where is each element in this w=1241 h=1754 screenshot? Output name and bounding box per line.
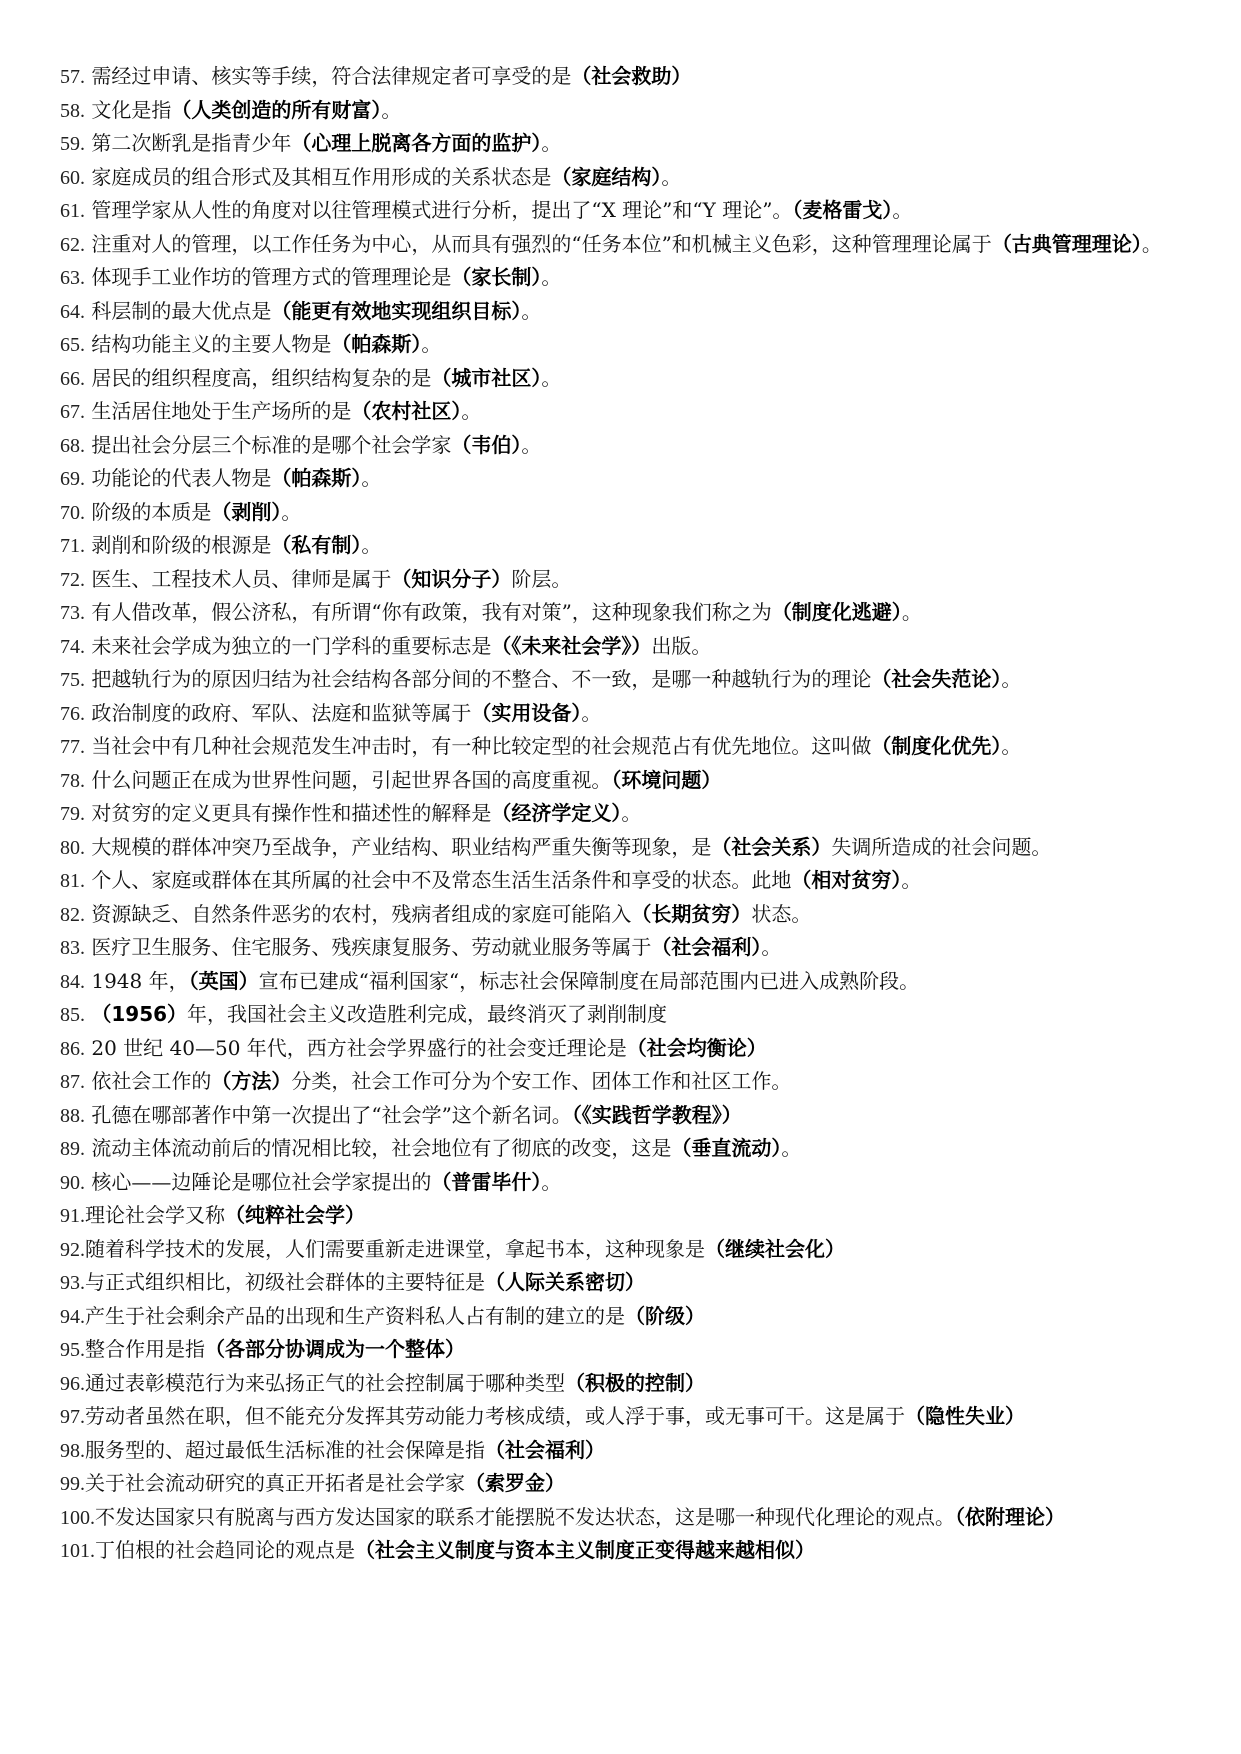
question-suffix: 状态。 <box>751 901 812 926</box>
answer-text: （农村社区） <box>351 399 462 423</box>
answer-text: （人类创造的所有财富） <box>171 97 382 122</box>
answer-text: （积极的控制） <box>565 1370 705 1395</box>
question-item <box>60 1534 1180 1568</box>
question-item <box>60 663 1180 697</box>
question-text: 文化是指 <box>91 97 172 122</box>
question-item <box>60 462 1180 496</box>
question-text: 政治制度的政府、军队、法庭和监狱等属于 <box>91 700 472 725</box>
question-item <box>60 60 1180 94</box>
question-suffix: 年，我国社会主义改造胜利完成，最终消灭了剥削制度 <box>187 1002 668 1026</box>
answer-text: （隐性失业） <box>905 1404 1025 1428</box>
question-number: 59. <box>60 133 85 155</box>
question-number: 84. <box>60 970 85 993</box>
question-text: 核心——边陲论是哪位社会学家提出的 <box>91 1169 432 1194</box>
question-text: 有人借改革，假公济私，有所谓“你有政策，我有对策”，这种现象我们称之为 <box>91 600 772 624</box>
question-text: 把越轨行为的原因归结为社会结构各部分间的不整合、不一致，是哪一种越轨行为的理论 <box>91 667 872 691</box>
answer-text: （帕森斯） <box>331 332 422 356</box>
question-suffix: 。 <box>661 164 682 189</box>
answer-text: （相对贫穷） <box>791 868 902 892</box>
question-item <box>60 630 1180 664</box>
question-suffix: 。 <box>281 499 302 524</box>
question-text: 注重对人的管理，以工作任务为中心，从而具有强烈的“任务本位”和机械主义色彩，这种管理理论属于 <box>91 231 992 256</box>
question-text: 需经过申请、核实等手续，符合法律规定者可享受的是 <box>91 64 572 88</box>
question-item <box>60 395 1180 429</box>
question-item <box>60 1099 1180 1133</box>
question-number: 76. <box>60 702 85 725</box>
question-suffix: 阶层。 <box>511 566 572 591</box>
question-item <box>60 1199 1180 1233</box>
answer-text: （阶级） <box>625 1303 705 1328</box>
question-suffix: 。 <box>901 868 922 892</box>
question-number: 99. <box>60 1473 85 1495</box>
question-number: 67. <box>60 401 85 423</box>
answer-text: （英国） <box>188 968 259 993</box>
answer-text: （索罗金） <box>465 1471 565 1495</box>
question-text: 通过表彰模范行为来弘扬正气的社会控制属于哪种类型 <box>85 1370 565 1395</box>
question-number: 60. <box>60 166 85 189</box>
answer-text: （环境问题） <box>611 767 722 792</box>
question-item <box>60 261 1180 295</box>
question-item <box>60 1166 1180 1200</box>
question-suffix: 。 <box>621 801 642 825</box>
answer-text: （社会福利） <box>485 1437 605 1462</box>
question-item <box>60 730 1180 764</box>
question-suffix: 。 <box>521 298 542 323</box>
question-suffix: 。 <box>541 365 562 390</box>
question-text: 结构功能主义的主要人物是 <box>91 332 332 356</box>
question-text: 整合作用是指 <box>85 1337 205 1361</box>
question-item <box>60 194 1180 228</box>
answer-text: （心理上脱离各方面的监护） <box>291 131 542 155</box>
question-number: 82. <box>60 903 85 926</box>
question-number: 100. <box>60 1506 95 1529</box>
question-number: 87. <box>60 1071 85 1093</box>
question-suffix: 。 <box>1141 231 1162 256</box>
question-number: 88. <box>60 1104 85 1127</box>
question-text: 流动主体流动前后的情况相比较，社会地位有了彻底的改变，这是 <box>91 1136 672 1160</box>
question-text: 剥削和阶级的根源是 <box>91 533 272 557</box>
answer-text: （社会失范论） <box>871 667 1002 691</box>
question-item <box>60 898 1180 932</box>
question-text: 1948 年， <box>91 968 189 993</box>
question-item <box>60 998 1180 1032</box>
answer-text: （能更有效地实现组织目标） <box>271 298 522 323</box>
answer-text: （经济学定义） <box>491 801 622 825</box>
question-suffix: 。 <box>521 432 542 457</box>
question-item <box>60 328 1180 362</box>
question-text: 科层制的最大优点是 <box>91 298 272 323</box>
question-suffix: 。 <box>361 533 382 557</box>
question-suffix: 。 <box>901 600 922 624</box>
question-number: 92. <box>60 1238 85 1261</box>
question-number: 64. <box>60 300 85 323</box>
answer-text: （韦伯） <box>451 432 522 457</box>
question-item <box>60 697 1180 731</box>
answer-text: （剥削） <box>211 499 282 524</box>
question-suffix: 。 <box>761 935 782 959</box>
question-number: 65. <box>60 334 85 356</box>
question-text: 个人、家庭或群体在其所属的社会中不及常态生活生活条件和享受的状态。此地 <box>91 868 792 892</box>
question-text: 劳动者虽然在职，但不能充分发挥其劳动能力考核成绩，或人浮于事，或无事可干。这是属于 <box>85 1404 905 1428</box>
question-item <box>60 1467 1180 1501</box>
question-number: 85. <box>60 1004 85 1026</box>
question-item <box>60 1233 1180 1267</box>
question-number: 70. <box>60 501 85 524</box>
question-item <box>60 1266 1180 1300</box>
question-text: 提出社会分层三个标准的是哪个社会学家 <box>91 432 452 457</box>
question-suffix: 。 <box>361 466 382 490</box>
question-text: 生活居住地处于生产场所的是 <box>91 399 352 423</box>
question-number: 89. <box>60 1138 85 1160</box>
question-text: 医生、工程技术人员、律师是属于 <box>91 566 392 591</box>
question-item <box>60 1300 1180 1334</box>
answer-text: （依附理论） <box>955 1504 1065 1529</box>
question-number: 81. <box>60 870 85 892</box>
question-item <box>60 931 1180 965</box>
question-text: 大规模的群体冲突乃至战争，产业结构、职业结构严重失衡等现象，是 <box>91 834 712 859</box>
question-number: 97. <box>60 1406 85 1428</box>
question-item <box>60 563 1180 597</box>
answer-text: （家庭结构） <box>551 164 662 189</box>
question-item <box>60 362 1180 396</box>
question-text: 理论社会学又称 <box>85 1203 225 1227</box>
question-number: 62. <box>60 233 85 256</box>
question-text: 服务型的、超过最低生活标准的社会保障是指 <box>85 1437 485 1462</box>
question-text: 阶级的本质是 <box>91 499 212 524</box>
answer-text: （各部分协调成为一个整体） <box>205 1337 465 1361</box>
answer-text: （麦格雷戈） <box>792 198 893 222</box>
answer-text: （《未来社会学》） <box>491 633 652 658</box>
question-number: 78. <box>60 769 85 792</box>
question-text: 随着科学技术的发展，人们需要重新走进课堂，拿起书本，这种现象是 <box>85 1236 705 1261</box>
question-number: 75. <box>60 669 85 691</box>
question-number: 63. <box>60 267 85 289</box>
question-number: 68. <box>60 434 85 457</box>
question-text: 管理学家从人性的角度对以往管理模式进行分析，提出了“X 理论”和“Y 理论”。 <box>91 198 793 222</box>
answer-text: （社会关系） <box>711 834 832 859</box>
question-number: 86. <box>60 1037 85 1060</box>
question-suffix: 。 <box>781 1136 802 1160</box>
question-number: 83. <box>60 937 85 959</box>
answer-text: （城市社区） <box>431 365 542 390</box>
question-number: 73. <box>60 602 85 624</box>
question-suffix: 出版。 <box>651 633 712 658</box>
question-item <box>60 1065 1180 1099</box>
question-item <box>60 496 1180 530</box>
question-number: 96. <box>60 1372 85 1395</box>
answer-text: （社会均衡论） <box>626 1035 767 1060</box>
question-suffix: 失调所造成的社会问题。 <box>831 834 1052 859</box>
question-number: 57. <box>60 66 85 88</box>
answer-text: （社会主义制度与资本主义制度正变得越来越相似） <box>355 1538 815 1562</box>
question-item <box>60 1132 1180 1166</box>
question-number: 58. <box>60 99 85 122</box>
question-item <box>60 797 1180 831</box>
question-text: 资源缺乏、自然条件恶劣的农村，残病者组成的家庭可能陷入 <box>91 901 632 926</box>
question-item <box>60 1032 1180 1066</box>
question-item <box>60 831 1180 865</box>
question-item <box>60 161 1180 195</box>
answer-text: （纯粹社会学） <box>225 1203 365 1227</box>
question-number: 71. <box>60 535 85 557</box>
question-item <box>60 228 1180 262</box>
question-text: 什么问题正在成为世界性问题，引起世界各国的高度重视。 <box>91 767 612 792</box>
question-text: 20 世纪 40—50 年代，西方社会学界盛行的社会变迁理论是 <box>91 1035 627 1060</box>
question-number: 98. <box>60 1439 85 1462</box>
answer-text: （社会福利） <box>651 935 762 959</box>
answer-text: （古典管理理论） <box>991 231 1142 256</box>
question-item <box>60 1501 1180 1535</box>
question-number: 94. <box>60 1305 85 1328</box>
question-suffix: 。 <box>1001 667 1022 691</box>
question-item <box>60 764 1180 798</box>
question-suffix: 。 <box>581 700 602 725</box>
question-text: 第二次断乳是指青少年 <box>91 131 292 155</box>
answer-text: （私有制） <box>271 533 362 557</box>
question-number: 90. <box>60 1171 85 1194</box>
question-suffix: 。 <box>461 399 482 423</box>
question-text: 不发达国家只有脱离与西方发达国家的联系才能摆脱不发达状态，这是哪一种现代化理论的观点。 <box>95 1504 955 1529</box>
answer-text: （普雷毕什） <box>431 1169 542 1194</box>
question-number: 77. <box>60 736 85 758</box>
question-text: 未来社会学成为独立的一门学科的重要标志是 <box>91 633 492 658</box>
answer-text: （家长制） <box>451 265 542 289</box>
answer-text: （制度化逃避） <box>771 600 902 624</box>
question-number: 91. <box>60 1205 85 1227</box>
document-page <box>60 60 1180 1568</box>
question-number: 69. <box>60 468 85 490</box>
question-text: 医疗卫生服务、住宅服务、残疾康复服务、劳动就业服务等属于 <box>91 935 652 959</box>
question-suffix: 。 <box>421 332 442 356</box>
answer-text: （继续社会化） <box>705 1236 845 1261</box>
question-text: 居民的组织程度高，组织结构复杂的是 <box>91 365 432 390</box>
question-number: 61. <box>60 200 85 222</box>
question-number: 101. <box>60 1540 95 1562</box>
answer-text: （知识分子） <box>391 566 512 591</box>
question-item <box>60 864 1180 898</box>
question-suffix: 。 <box>892 198 913 222</box>
question-item <box>60 965 1180 999</box>
answer-text: （制度化优先） <box>871 734 1002 758</box>
question-text: 当社会中有几种社会规范发生冲击时，有一种比较定型的社会规范占有优先地位。这叫做 <box>91 734 872 758</box>
question-text: 体现手工业作坊的管理方式的管理理论是 <box>91 265 452 289</box>
question-suffix: 。 <box>541 131 562 155</box>
question-item <box>60 429 1180 463</box>
question-suffix: 。 <box>541 265 562 289</box>
question-item <box>60 1333 1180 1367</box>
question-item <box>60 596 1180 630</box>
question-number: 74. <box>60 635 85 658</box>
answer-text: （《实践哲学教程》） <box>571 1102 742 1127</box>
question-number: 95. <box>60 1339 85 1361</box>
question-text: 家庭成员的组合形式及其相互作用形成的关系状态是 <box>91 164 552 189</box>
question-suffix: 。 <box>1001 734 1022 758</box>
question-number: 66. <box>60 367 85 390</box>
answer-text: （人际关系密切） <box>485 1270 645 1294</box>
answer-text: （社会救助） <box>571 64 692 88</box>
question-text: 对贫穷的定义更具有操作性和描述性的解释是 <box>91 801 492 825</box>
question-item <box>60 127 1180 161</box>
question-text: 产生于社会剩余产品的出现和生产资料私人占有制的建立的是 <box>85 1303 625 1328</box>
question-number: 79. <box>60 803 85 825</box>
question-item <box>60 94 1180 128</box>
answer-text: （方法） <box>211 1069 292 1093</box>
question-item <box>60 529 1180 563</box>
answer-text: （1956） <box>91 1002 188 1026</box>
question-suffix: 。 <box>541 1169 562 1194</box>
question-text: 关于社会流动研究的真正开拓者是社会学家 <box>85 1471 465 1495</box>
question-suffix: 。 <box>381 97 402 122</box>
question-item <box>60 1367 1180 1401</box>
question-item <box>60 1400 1180 1434</box>
answer-text: （垂直流动） <box>671 1136 782 1160</box>
question-item <box>60 1434 1180 1468</box>
question-suffix: 宣布已建成“福利国家“，标志社会保障制度在局部范围内已进入成熟阶段。 <box>258 968 920 993</box>
question-text: 丁伯根的社会趋同论的观点是 <box>95 1538 355 1562</box>
question-text: 与正式组织相比，初级社会群体的主要特征是 <box>85 1270 485 1294</box>
answer-text: （实用设备） <box>471 700 582 725</box>
question-number: 72. <box>60 568 85 591</box>
question-text: 孔德在哪部著作中第一次提出了“社会学”这个新名词。 <box>91 1102 572 1127</box>
question-text: 功能论的代表人物是 <box>91 466 272 490</box>
question-number: 80. <box>60 836 85 859</box>
question-suffix: 分类，社会工作可分为个安工作、团体工作和社区工作。 <box>291 1069 792 1093</box>
question-number: 93. <box>60 1272 85 1294</box>
answer-text: （帕森斯） <box>271 466 362 490</box>
answer-text: （长期贫穷） <box>631 901 752 926</box>
question-item <box>60 295 1180 329</box>
question-text: 依社会工作的 <box>91 1069 212 1093</box>
